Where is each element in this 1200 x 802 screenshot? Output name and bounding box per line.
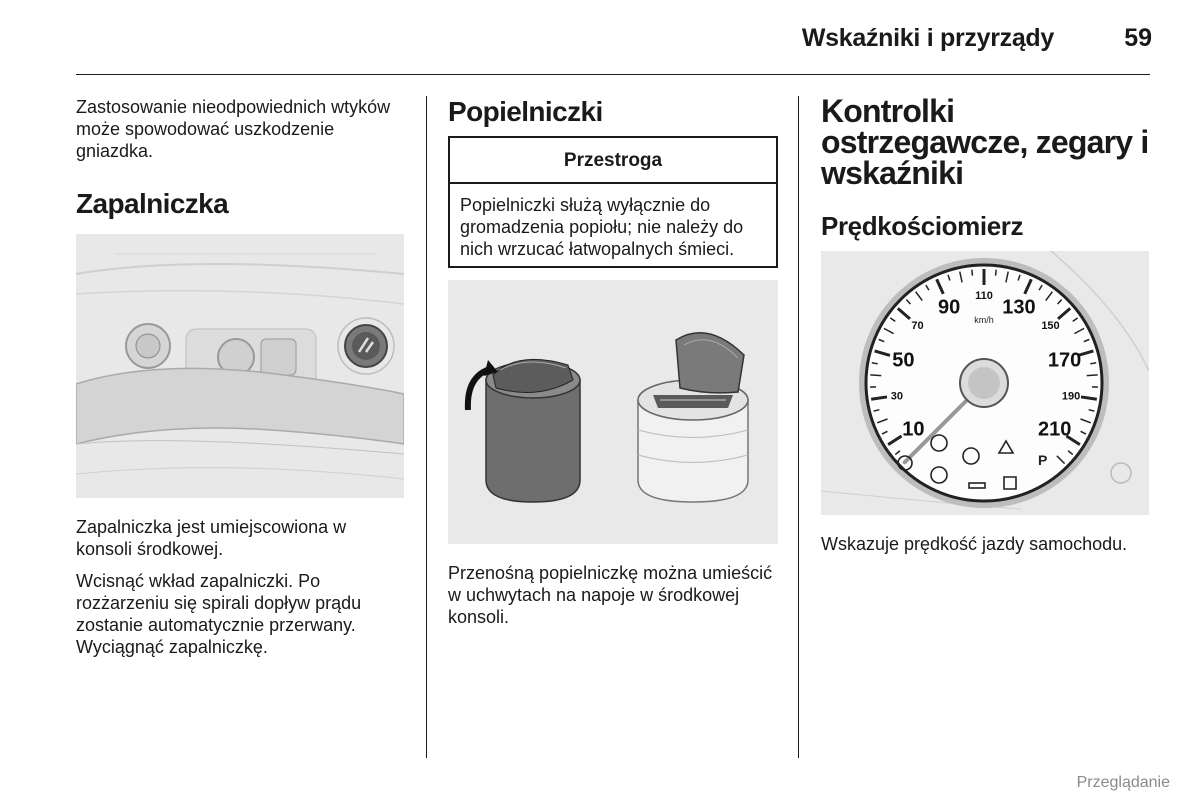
speedometer-label: 150 — [1041, 320, 1060, 333]
cigarette-lighter-illustration — [76, 234, 404, 498]
header-rule — [76, 74, 1150, 75]
parking-lamp-label: P — [1038, 452, 1048, 468]
warning-box — [448, 136, 778, 268]
column-middle — [448, 96, 778, 638]
section-heading-ashtrays: Popielniczki — [448, 96, 603, 127]
column-divider-2 — [798, 96, 799, 758]
running-header-title: Wskaźniki i przyrządy — [801, 24, 1054, 52]
speedometer-tick — [872, 363, 878, 364]
subheading-speedometer: Prędkościomierz — [821, 211, 1024, 241]
ashtray-placement-text: Przenośną popielniczkę można umieścić w uchwytach na napoje w środkowej konsoli. — [448, 563, 773, 627]
column-divider-1 — [426, 96, 427, 758]
speedometer-description: Wskazuje prędkość jazdy samochodu. — [821, 534, 1128, 554]
warning-title: Przestroga — [450, 138, 776, 184]
section-heading-lighter: Zapalniczka — [76, 188, 229, 219]
speedometer-illustration — [821, 251, 1149, 515]
page-number: 59 — [1124, 24, 1152, 52]
speedometer-tick — [1090, 363, 1096, 364]
speedometer-label: 210 — [1037, 418, 1072, 441]
speedometer-label: 30 — [890, 390, 904, 403]
footer-label: Przeglądanie — [1076, 774, 1170, 791]
ashtray-illustration — [448, 280, 778, 544]
speedometer-label: 110 — [975, 289, 993, 302]
section-heading-warning-lights: Kontrolki ostrzegawcze, zegary i wskaźniki — [821, 93, 1149, 191]
speedometer-unit: km/h — [974, 315, 994, 325]
lighter-instructions-text: Wcisnąć wkład zapalniczki. Po rozżarzeniu się spirali dopływ prądu zostanie automatycznie przerwany. Wyciągnąć zapalniczkę. — [76, 571, 362, 657]
speedometer-label: 50 — [892, 349, 915, 372]
speedometer-label: 10 — [902, 418, 925, 441]
speedometer-tick — [870, 375, 881, 376]
intro-text: Zastosowanie nieodpowiednich wtyków może spowodować uszkodzenie gniazdka. — [76, 97, 391, 161]
speedometer-label: 70 — [911, 320, 924, 333]
speedometer-tick — [972, 270, 973, 276]
speedometer-label: 130 — [1002, 296, 1036, 319]
warning-text: Popielniczki służą wyłącznie do gromadzenia popiołu; nie należy do nich wrzucać łatwopalnych śmieci. — [460, 195, 744, 259]
speedometer-label: 90 — [937, 296, 961, 319]
speedometer-tick — [1087, 375, 1098, 376]
column-left — [76, 96, 406, 668]
warning-body — [450, 184, 776, 266]
speedometer-label: 190 — [1061, 390, 1081, 403]
lighter-location-text: Zapalniczka jest umiejscowiona w konsoli środkowej. — [76, 517, 347, 559]
speedometer-tick — [996, 270, 997, 276]
column-right — [821, 93, 1151, 565]
speedometer-label: 170 — [1047, 349, 1082, 372]
